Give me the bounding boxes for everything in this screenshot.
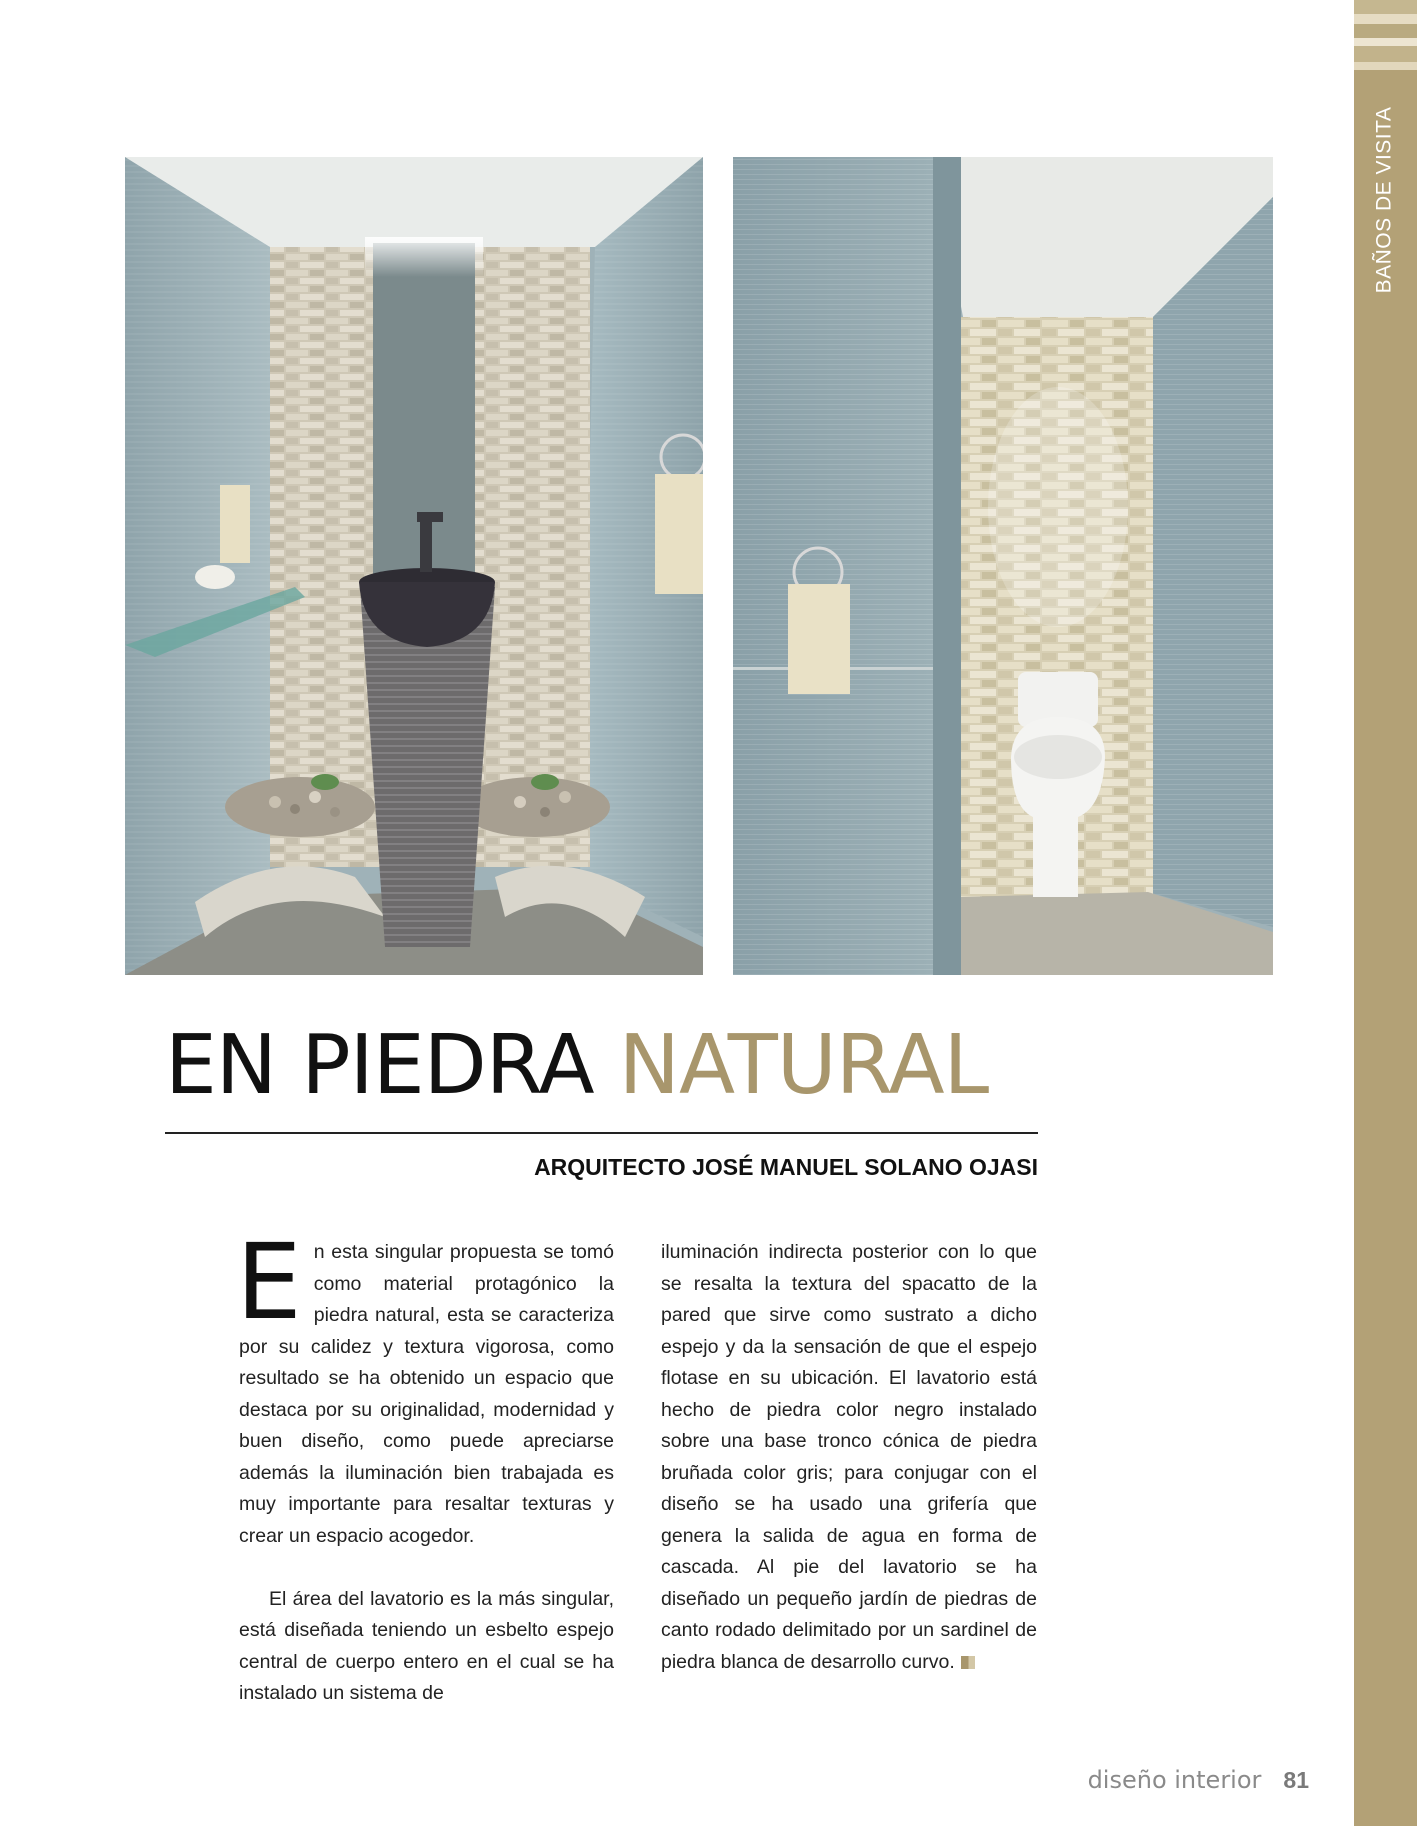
magazine-name: diseño interior bbox=[1087, 1766, 1262, 1794]
paragraph-text: iluminación indirecta posterior con lo que se resalta la textura del spacatto de la pared que sirve como sustrato a dicho espejo y da la sensación de que el espejo flotase en su ubicación. El lavatorio está hecho de piedra color negro instalado sobre una base tronco cónica de piedra bruñada color gris; para conjugar con el diseño se ha usado una grifería que genera la salida de agua en forma de cascada. Al pie del lavatorio se ha diseñado un pequeño jardín de piedras de canto rodado delimitado por un sardinel de piedra blanca de desarrollo curvo. bbox=[661, 1241, 1037, 1673]
paragraph: El área del lavatorio es la más singular, está diseñada teniendo un esbelto espejo central de cuerpo entero en el cual se ha instalado un sistema de bbox=[239, 1587, 614, 1704]
page-footer bbox=[1088, 1766, 1309, 1794]
drop-cap: E bbox=[236, 1221, 302, 1343]
paragraph-text: n esta singular propuesta se tomó como material protagónico la piedra natural, esta se caracteriza por su calidez y textura vigorosa, como resultado se ha obtenido un espacio que destaca por su originalidad, modernidad y buen diseño, como puede apreciarse además la iluminación bien trabajada es muy importante para resaltar texturas y crear un espacio acogedor. bbox=[239, 1241, 614, 1547]
title-divider bbox=[165, 1132, 1038, 1134]
author-byline: ARQUITECTO JOSÉ MANUEL SOLANO OJASI bbox=[534, 1154, 1038, 1180]
photo-toilet-room bbox=[733, 157, 1273, 975]
photo-pedestal-sink bbox=[125, 157, 703, 975]
paragraph bbox=[661, 1237, 1037, 1678]
paragraph bbox=[236, 1221, 614, 1552]
page-number: 81 bbox=[1283, 1767, 1309, 1793]
article-title bbox=[165, 1018, 989, 1113]
decorative-stripes bbox=[1354, 0, 1417, 92]
section-label: BAÑOS DE VISITA bbox=[1372, 106, 1396, 293]
title-part-black: EN PIEDRA bbox=[165, 1018, 619, 1113]
body-column-right bbox=[661, 1237, 1037, 1678]
end-of-article-mark bbox=[961, 1656, 975, 1669]
title-part-gold: NATURAL bbox=[618, 1018, 989, 1113]
body-column-left bbox=[236, 1221, 614, 1710]
